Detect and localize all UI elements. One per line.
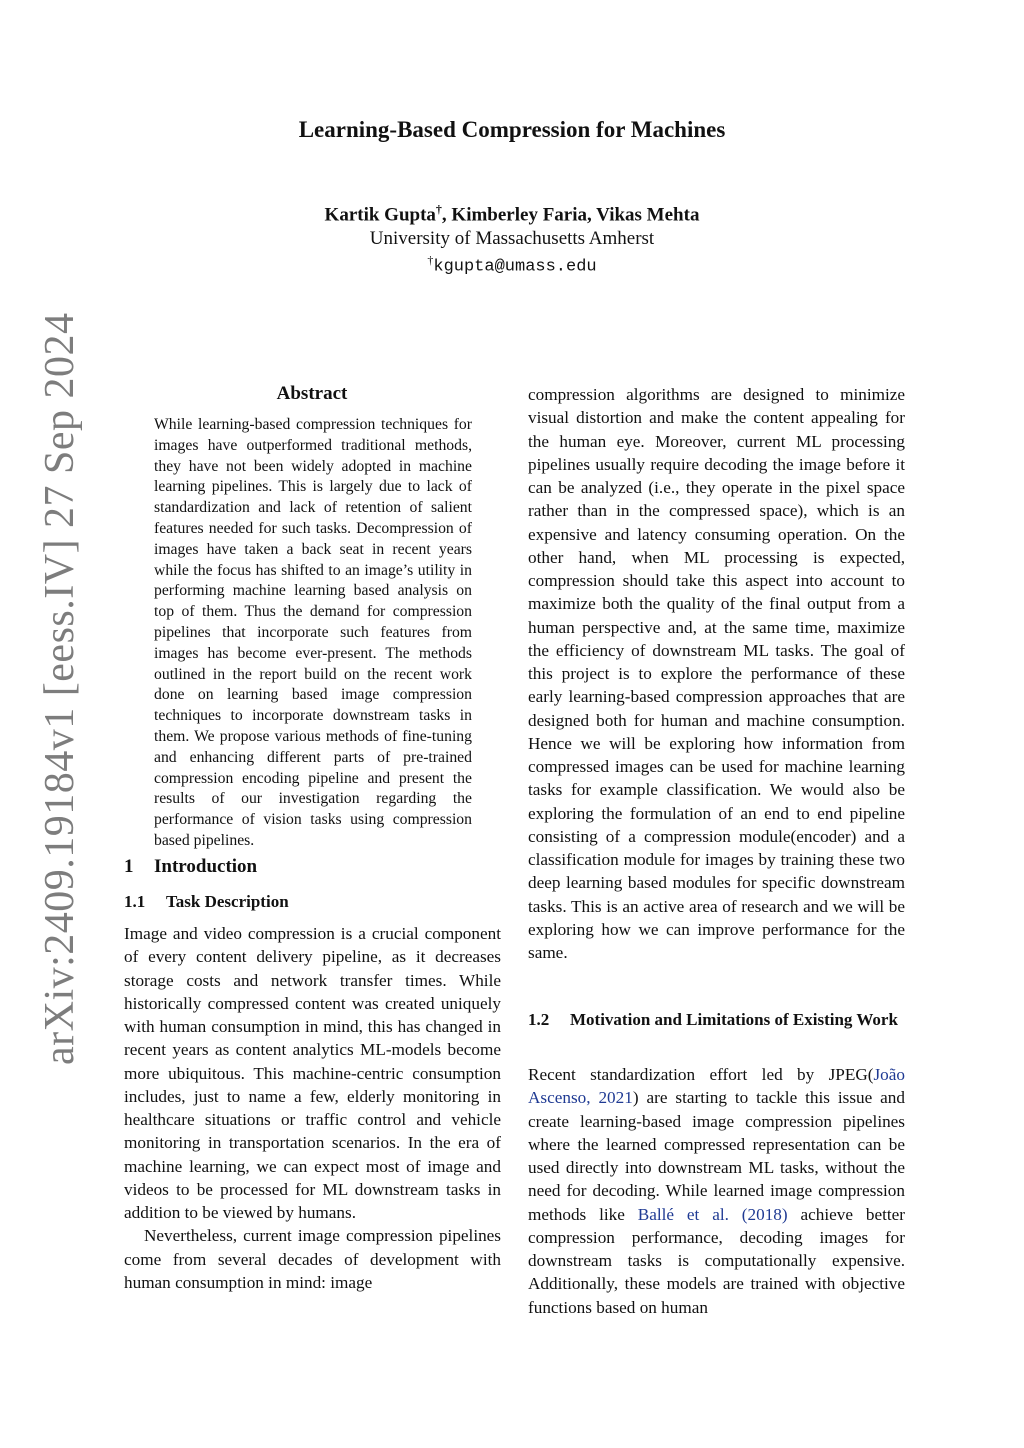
arxiv-identifier-stamp: arXiv:2409.19184v1 [eess.IV] 27 Sep 2024 <box>37 312 83 1065</box>
author-rest: , Kimberley Faria, Vikas Mehta <box>441 204 700 226</box>
citation-link[interactable]: Ballé et al. (2018) <box>637 1204 788 1224</box>
subsection-heading-task-description <box>124 892 289 912</box>
section-number: 1 <box>124 856 134 877</box>
section-heading-introduction <box>124 856 257 878</box>
author-affiliation: University of Massachusetts Amherst <box>369 228 655 249</box>
left-column-body <box>124 922 501 1294</box>
section-title: Introduction <box>154 856 258 877</box>
author-list <box>0 202 1024 226</box>
author-first: Kartik Gupta <box>324 204 436 226</box>
paper-title: Learning-Based Compression for Machines <box>298 117 726 142</box>
subsection-title: Motivation and Limitations of Existing Work <box>570 1010 898 1029</box>
paragraph <box>528 1063 905 1319</box>
subsection-number: 1.2 <box>528 1010 550 1029</box>
text-run: ) are starting to tackle this issue and create learning-based image compression pipelines where the learned compressed representation can be used directly into downstream ML tasks, without the need for decoding. While learned image compression methods like <box>528 1088 905 1224</box>
abstract-heading: Abstract <box>276 383 348 404</box>
subsection-heading-motivation <box>528 1008 908 1031</box>
subsection-number: 1.1 <box>124 892 146 911</box>
right-column-body <box>528 383 905 964</box>
paragraph: Image and video compression is a crucial component of every content delivery pipeline, as it decreases storage costs and network transfer times. While historically compressed content was created uniquely with human consumption in mind, this has changed in recent years as content analytics ML-models become more ubiquitous. This machine-centric consumption includes, just to name a few, elderly monitoring in healthcare situations or traffic control and vehicle monitoring in transportation scenarios. In the era of machine learning, we can expect most of image and videos to be processed for ML downstream tasks in addition to be viewed by humans. <box>124 924 501 1222</box>
citation-link[interactable]: João Ascenso, 2021 <box>528 1065 905 1108</box>
motivation-body <box>528 1063 905 1319</box>
corresponding-author-mark: † <box>435 202 442 216</box>
email-mark: † <box>427 253 434 267</box>
abstract-text: While learning-based compression techniques for images have outperformed traditional methods, they have not been widely adopted in machine learning pipelines. This is largely due to lack of standardization and lack of retention of salient features needed for such tasks. Decompression of images have taken a back seat in recent years while the focus has shifted to an image’s utility in performing machine learning based analysis on top of them. Thus the demand for compression pipelines that incorporate such features from images has become ever-present. The methods outlined in the report build on the recent work done on learning based image compression techniques to incorporate downstream tasks in them. We propose various methods of fine-tuning and enhancing different parts of pre-trained compression encoding pipeline and present the results of our investigation regarding the performance of vision tasks using compression based pipelines. <box>154 416 472 849</box>
paragraph: Nevertheless, current image compression pipelines come from several decades of development with human consumption in mind: image <box>124 1226 501 1292</box>
subsection-title: Task Description <box>166 892 289 911</box>
text-run: Recent standardization effort led by JPEG( <box>528 1065 874 1084</box>
text-run: achieve better compression performance, decoding images for downstream tasks is computationally expensive. Additionally, these models are trained with objective functions based on human <box>528 1204 905 1317</box>
author-email <box>0 253 1024 277</box>
email-address[interactable]: kgupta@umass.edu <box>433 257 597 277</box>
paragraph: compression algorithms are designed to minimize visual distortion and make the content appealing for the human eye. Moreover, current ML processing pipelines usually require decoding the image before it can be analyzed (i.e., they operate in the pixel space rather than in the compressed space), which is an expensive and latency consuming operation. On the other hand, when ML processing is expected, compression should take this aspect into account to maximize both the quality of the final output from a human perspective and, at the same time, maximize the efficiency of downstream ML tasks. The goal of this project is to explore the performance of these early learning-based compression approaches that are designed both for human and machine consumption. Hence we will be exploring how information from compressed images can be used for machine learning tasks for example classification. We would also be exploring the formulation of an end to end pipeline consisting of a compression module(encoder) and a classification module for images by training these two deep learning based modules for specific downstream tasks. This is an active area of research and we will be exploring how we can improve performance for the same. <box>528 385 905 962</box>
